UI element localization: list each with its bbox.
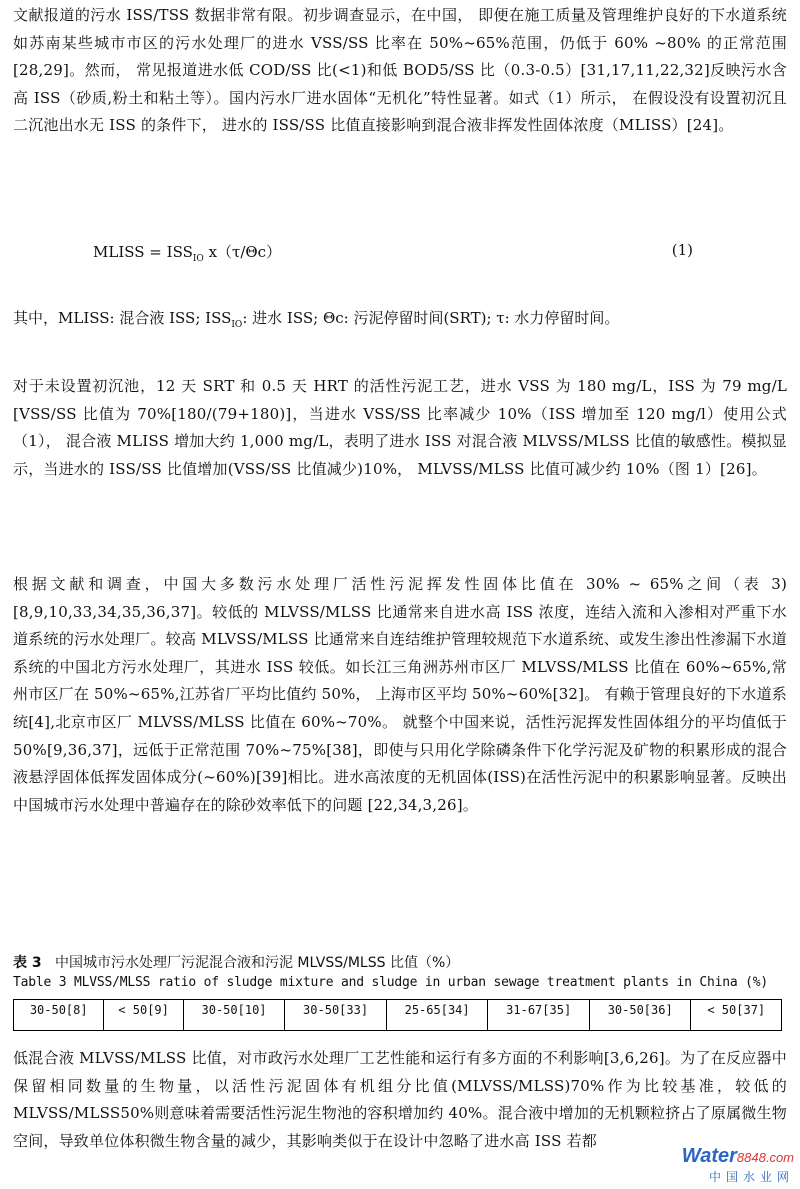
defs-subscript: IO: [231, 320, 243, 330]
watermark-logo: [682, 1145, 794, 1185]
paragraph-5: 低混合液 MLVSS/MLSS 比值，对市政污水处理厂工艺性能和运行有多方面的不利影响[3,6,26]。为了在反应器中保留相同数量的生物量，以活性污泥固体有机组分比值(MLVSS/MLSS)70%作为比较基准，较低的 MLVSS/MLSS50%则意味着需要活性污泥生物池的容积增加约 40%。混合液中增加的无机颗粒挤占了原属微生物空间，导致单位体积微生物含量的减少，其影响类似于在设计中忽略了进水高 ISS 若都: [13, 1049, 787, 1150]
watermark-brand: Water: [681, 1145, 737, 1167]
formula-right: x（τ/Θc）: [203, 243, 282, 261]
table-label: 表 3: [13, 955, 42, 971]
formula-definitions: [13, 307, 787, 330]
table-cell: 30-50[36]: [589, 1000, 691, 1031]
watermark-sub: .com: [765, 1150, 794, 1165]
watermark-num: 8848: [736, 1150, 766, 1165]
table-caption-text: 中国城市污水处理厂污泥混合液和污泥 MLVSS/MLSS 比值（%）: [54, 955, 460, 971]
paragraph-4: 根据文献和调查，中国大多数污水处理厂活性污泥挥发性固体比值在 30% ~ 65%之间（表 3)[8,9,10,33,34,35,36,37]。较低的 MLVSS/MLSS 比通常来自进水高 ISS 浓度，连结入流和入渗相对严重下水道系统的污水处理厂。较高 MLVSS/MLSS 比通常来自连结维护管理较规范下水道系统、或发生渗出性渗漏下水道系统的中国北方污水处理厂，其进水 ISS 较低。如长江三角洲苏州市区厂 MLVSS/MLSS 比值在 60%~65%,常州市区厂在 50%~65%,江苏省厂平均比值约 50%， 上海市区平均 50%~60%[32]。 有赖于管理良好的下水道系统[4],北京市区厂 MLVSS/MLSS 比值在 60%~70%。 就整个中国来说，活性污泥挥发性固体组分的平均值低于 50%[9,36,37]，远低于正常范围 70%~75%[38]，即使与只用化学除磷条件下化学污泥及矿物的积累形成的混合液悬浮固体低挥发固体成分(~60%)[39]相比。进水高浓度的无机固体(ISS)在活性污泥中的积累影响显著。反映出中国城市污水处理中普遍存在的除砂效率低下的问题 [22,34,3,26]。: [13, 575, 787, 814]
watermark-cn: 中国水业网: [708, 1170, 794, 1184]
table-3: [13, 999, 782, 1031]
defs-part-b: : 进水 ISS; Θc: 污泥停留时间(SRT); τ: 水力停留时间。: [242, 309, 620, 327]
formula-1: [93, 241, 693, 264]
formula-number: (1): [671, 241, 693, 259]
defs-part-a: 其中，MLISS: 混合液 ISS; ISS: [13, 309, 232, 327]
formula-left: MLISS = ISS: [93, 243, 193, 261]
table-cell: 30-50[33]: [285, 1000, 387, 1031]
table-caption-cn: [13, 952, 459, 972]
table-cell: 25-65[34]: [386, 1000, 488, 1031]
table-row: [14, 1000, 782, 1031]
table-cell: < 50[37]: [691, 1000, 782, 1031]
table-cell: 30-50[10]: [183, 1000, 285, 1031]
formula-subscript: IO: [192, 254, 204, 264]
table-cell: < 50[9]: [104, 1000, 183, 1031]
table-cell: 31-67[35]: [488, 1000, 590, 1031]
paragraph-1: 文献报道的污水 ISS/TSS 数据非常有限。初步调查显示，在中国， 即便在施工质量及管理维护良好的下水道系统如苏南某些城市市区的污水处理厂的进水 VSS/SS 比率在 50%~65%范围，仍低于 60% ~80% 的正常范围[28,29]。然而， 常见报道进水低 COD/SS 比(<1)和低 BOD5/SS 比（0.3-0.5）[31,17,11,22,32]反映污水含高 ISS（砂质,粉土和粘土等）。国内污水厂进水固体“无机化”特性显著。如式（1）所示， 在假设没有设置初沉且二沉池出水无 ISS 的条件下， 进水的 ISS/SS 比值直接影响到混合液非挥发性固体浓度（MLISS）[24]。: [13, 6, 787, 135]
paragraph-3: 对于未设置初沉池，12 天 SRT 和 0.5 天 HRT 的活性污泥工艺，进水 VSS 为 180 mg/L，ISS 为 79 mg/L [VSS/SS 比值为 70%[180/(79+180)]，当进水 VSS/SS 比率减少 10%（ISS 增加至 120 mg/l）使用公式（1）， 混合液 MLISS 增加大约 1,000 mg/L，表明了进水 ISS 对混合液 MLVSS/MLSS 比值的敏感性。模拟显示，当进水的 ISS/SS 比值增加(VSS/SS 比值减少)10%， MLVSS/MLSS 比值可减少约 10%（图 1）[26]。: [13, 377, 787, 478]
table-cell: 30-50[8]: [14, 1000, 104, 1031]
table-caption-en: Table 3 MLVSS/MLSS ratio of sludge mixture and sludge in urban sewage treatment plants in China (%): [13, 975, 769, 990]
